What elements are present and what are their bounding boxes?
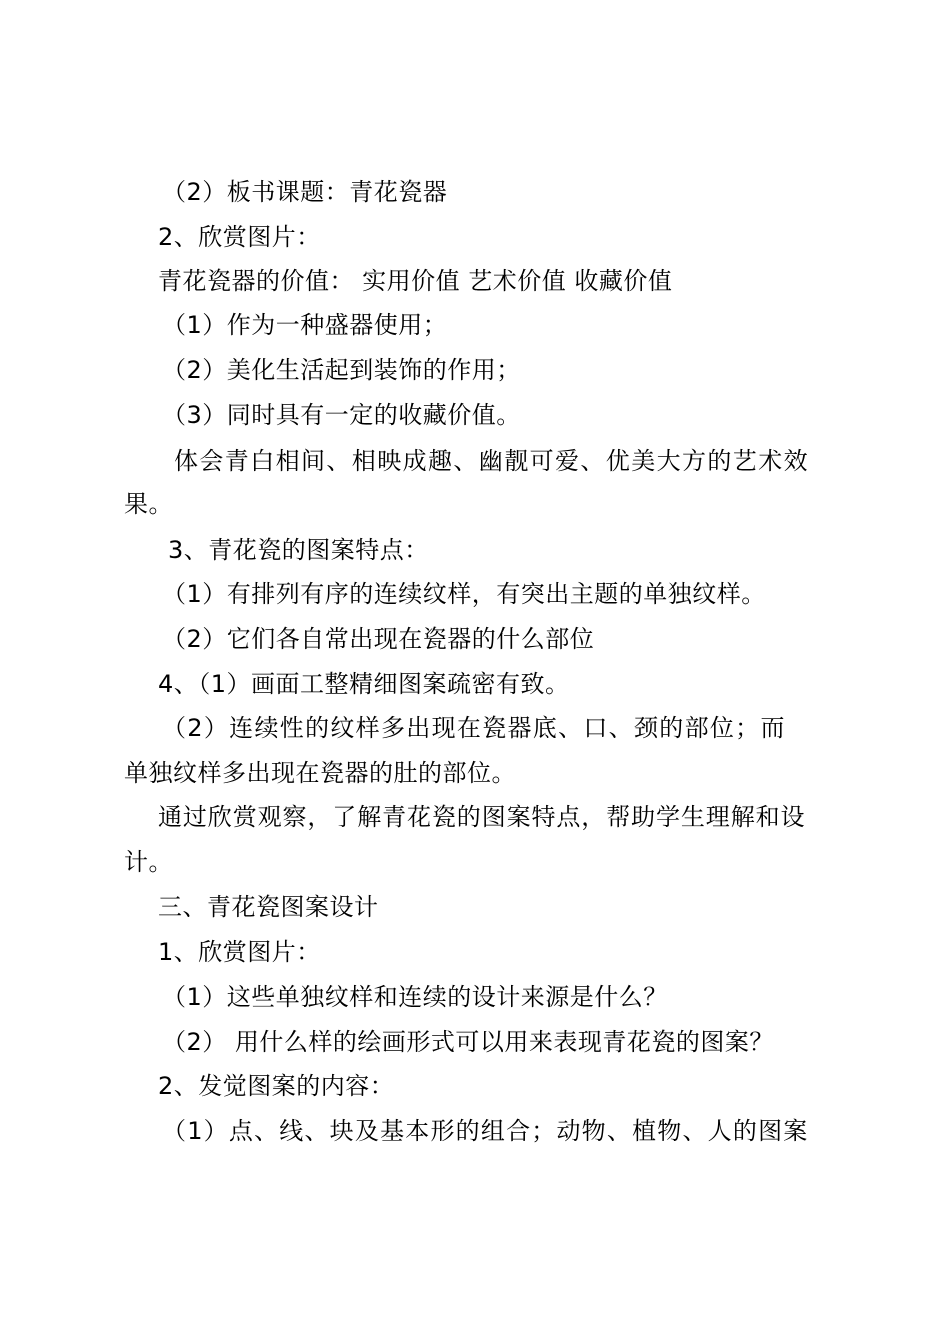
text-line: （1）这些单独纹样和连续的设计来源是什么？: [162, 983, 668, 1011]
text-line: （2） 用什么样的绘画形式可以用来表现青花瓷的图案？: [162, 1028, 774, 1056]
text-line: 三、青花瓷图案设计: [158, 893, 379, 921]
text-line: 2、欣赏图片：: [158, 223, 321, 251]
text-line: 通过欣赏观察，了解青花瓷的图案特点，帮助学生理解和设: [158, 803, 806, 831]
text-line: （2）板书课题：青花瓷器: [162, 178, 448, 206]
text-line: 青花瓷器的价值： 实用价值 艺术价值 收藏价值: [158, 267, 673, 295]
text-line: 4、（1）画面工整精细图案疏密有致。: [158, 670, 570, 698]
text-line: 单独纹样多出现在瓷器的肚的部位。: [124, 759, 516, 787]
text-line: （1）有排列有序的连续纹样，有突出主题的单独纹样。: [162, 580, 766, 608]
text-line: 3、青花瓷的图案特点：: [168, 536, 429, 564]
text-line: 1、欣赏图片：: [158, 938, 321, 966]
text-line: （2）美化生活起到装饰的作用；: [162, 356, 521, 384]
text-line: 2、发觉图案的内容：: [158, 1072, 395, 1100]
text-line: 体会青白相间、相映成趣、幽靓可爱、优美大方的艺术效: [174, 447, 809, 475]
text-line: （2）它们各自常出现在瓷器的什么部位: [162, 625, 595, 653]
text-line: 计。: [124, 848, 173, 876]
text-line: （3）同时具有一定的收藏价值。: [162, 401, 521, 429]
text-line: 果。: [124, 490, 173, 518]
text-line: （1）作为一种盛器使用；: [162, 311, 448, 339]
text-line: （2）连续性的纹样多出现在瓷器底、口、颈的部位；而: [162, 714, 786, 742]
text-line: （1）点、线、块及基本形的组合；动物、植物、人的图案: [162, 1117, 809, 1145]
